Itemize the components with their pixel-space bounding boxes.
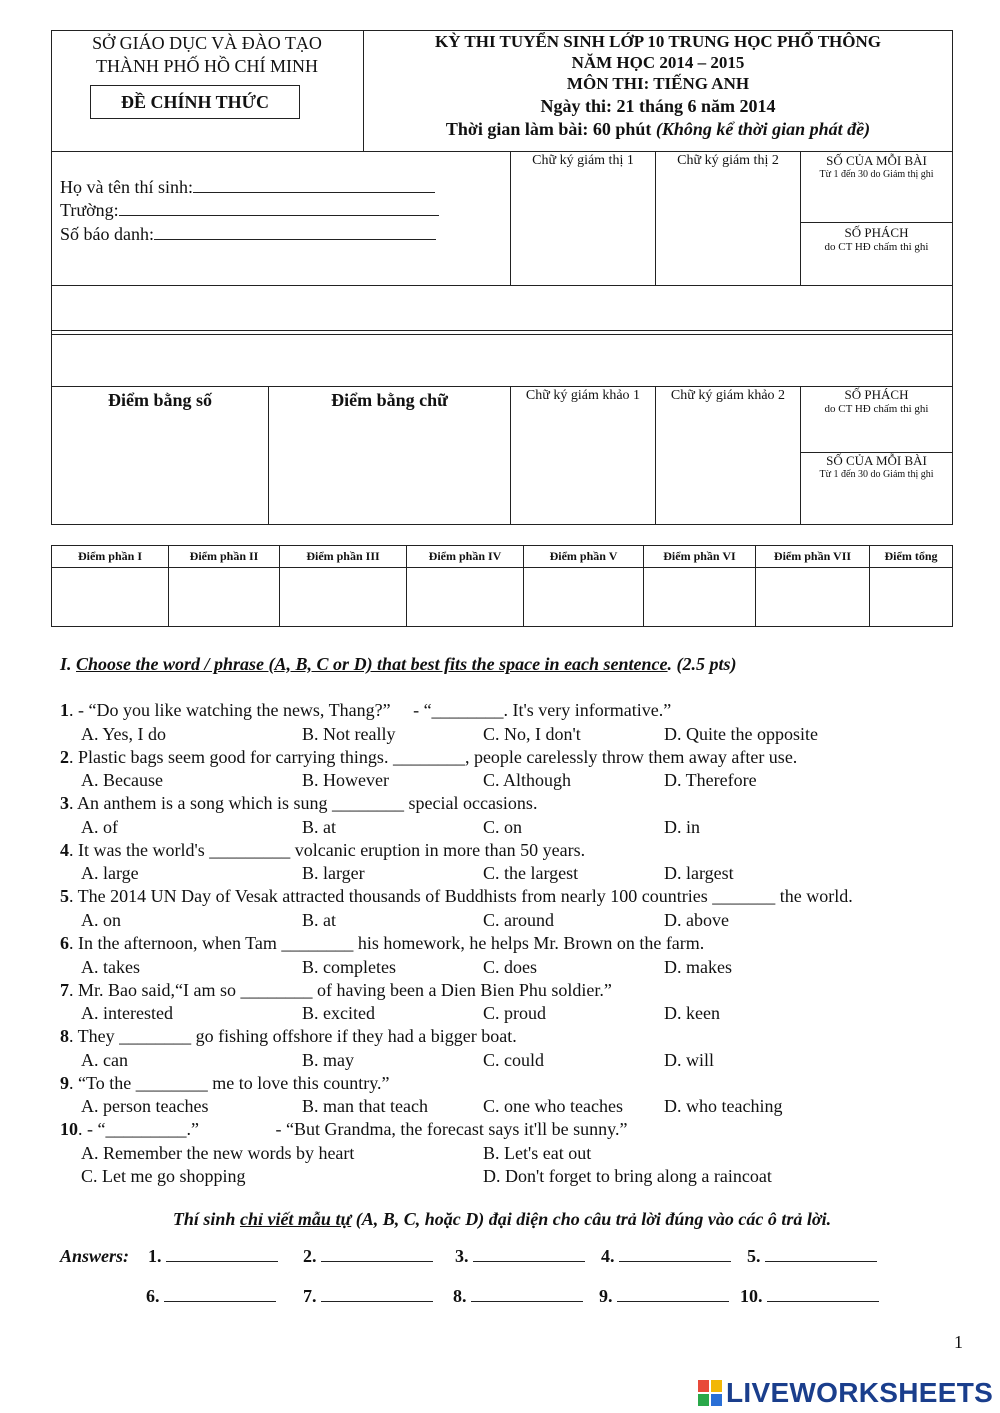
answer-option[interactable]: A. Yes, I do — [81, 723, 167, 744]
answer-slot-9[interactable] — [599, 1286, 729, 1307]
answers-label: Answers: — [60, 1246, 130, 1266]
answer-slot-1[interactable] — [148, 1246, 278, 1267]
question-number: 2 — [60, 746, 69, 767]
question-number: 8 — [60, 1026, 69, 1047]
answer-option[interactable]: D. above — [664, 909, 729, 930]
school-year: NĂM HỌC 2014 – 2015 — [571, 53, 745, 72]
answer-option[interactable]: A. person teaches — [81, 1096, 209, 1117]
answer-slot-10[interactable] — [740, 1286, 879, 1307]
answer-number: 3. — [455, 1246, 469, 1266]
answer-slot-8[interactable] — [453, 1286, 583, 1307]
answer-option[interactable]: C. proud — [483, 1003, 546, 1024]
examiner2-signature-label: Chữ ký giám khảo 2 — [670, 388, 786, 403]
answer-slot-6[interactable] — [146, 1286, 276, 1307]
cut-strip-left — [51, 286, 52, 334]
answer-slot-7[interactable] — [303, 1286, 433, 1307]
answer-option[interactable]: A. on — [81, 909, 121, 930]
part-score-cell[interactable] — [524, 568, 644, 627]
candidate-id-label: Số báo danh: — [60, 224, 154, 244]
exam-duration — [364, 119, 952, 140]
answer-blank[interactable] — [164, 1287, 276, 1302]
answer-option[interactable]: D. largest — [664, 863, 734, 884]
answer-option[interactable]: C. could — [483, 1049, 544, 1070]
part-score-cell[interactable] — [870, 568, 953, 627]
answer-option[interactable]: C. No, I don't — [483, 723, 581, 744]
part-score-header: Điểm tổng — [870, 546, 953, 568]
part-scores-table — [51, 545, 953, 627]
part-score-cell[interactable] — [407, 568, 524, 627]
question-number: 10 — [60, 1119, 78, 1140]
answer-option[interactable]: A. of — [81, 816, 118, 837]
answer-option[interactable]: D. Don't forget to bring along a raincoat — [483, 1166, 772, 1187]
answer-option[interactable]: B. Not really — [302, 723, 396, 744]
answer-number: 4. — [601, 1246, 615, 1266]
question-body: . “To the ________ me to love this country.” — [69, 1072, 390, 1093]
answer-option[interactable]: B. completes — [302, 956, 396, 977]
answer-number: 6. — [146, 1286, 160, 1306]
answer-number: 2. — [303, 1246, 317, 1266]
part-score-header: Điểm phần I — [52, 546, 169, 568]
question-number: 3 — [60, 793, 69, 814]
answer-blank[interactable] — [321, 1247, 433, 1262]
answer-instruction-part3: (A, B, C, hoặc D) đại diện cho câu trả lời đúng vào các ô trả lời. — [351, 1209, 832, 1229]
page-number: 1 — [954, 1332, 963, 1352]
question-text — [60, 933, 704, 954]
answer-blank[interactable] — [767, 1287, 879, 1302]
answer-number: 9. — [599, 1286, 613, 1306]
answer-option[interactable]: A. Remember the new words by heart — [81, 1142, 355, 1163]
candidate-divider-2 — [655, 151, 656, 286]
question-text — [60, 1119, 627, 1140]
question-text — [60, 980, 612, 1001]
question-body: . It was the world's _________ volcanic eruption in more than 50 years. — [69, 839, 586, 860]
paper-number-note: Từ 1 đến 30 do Giám thị ghi — [819, 169, 934, 180]
answer-blank[interactable] — [619, 1247, 731, 1262]
scoring-divider-3 — [655, 386, 656, 525]
scoring-box — [51, 334, 953, 525]
score-in-words-label: Điểm bằng chữ — [331, 390, 448, 410]
question-text — [60, 700, 671, 721]
part-score-header: Điểm phần III — [280, 546, 407, 568]
answer-option[interactable]: C. Although — [483, 770, 572, 791]
question-text — [60, 840, 585, 861]
question-body: . In the afternoon, when Tam ________ his homework, he helps Mr. Brown on the farm. — [69, 933, 705, 953]
question-body: . The 2014 UN Day of Vesak attracted thousands of Buddhists from nearly 100 countries _______ the world. — [69, 886, 853, 907]
answer-blank[interactable] — [473, 1247, 585, 1262]
question-text — [60, 1073, 390, 1094]
question-body: . - “_________.” - “But Grandma, the forecast says it'll be sunny.” — [78, 1119, 628, 1140]
answer-option[interactable]: B. However — [302, 770, 389, 791]
department-name-line1: SỞ GIÁO DỤC VÀ ĐÀO TẠO — [92, 33, 322, 53]
question-number: 4 — [60, 839, 69, 860]
candidate-id-field[interactable] — [154, 223, 436, 240]
section-number: I. — [60, 654, 72, 674]
answer-option[interactable]: C. Let me go shopping — [81, 1166, 246, 1187]
examiner1-signature-label: Chữ ký giám khảo 1 — [525, 388, 641, 403]
code-number-note: do CT HĐ chấm thi ghi — [824, 241, 929, 253]
answer-number: 10. — [740, 1286, 763, 1306]
section-points: . (2.5 pts) — [667, 654, 737, 674]
brand-icon — [698, 1380, 722, 1406]
answer-option[interactable]: C. the largest — [483, 863, 579, 884]
answer-option[interactable]: B. Let's eat out — [483, 1142, 592, 1163]
exam-date: Ngày thi: 21 tháng 6 năm 2014 — [540, 96, 776, 116]
part-score-header: Điểm phần VI — [644, 546, 756, 568]
section-heading — [60, 654, 737, 675]
answer-option[interactable]: B. may — [302, 1049, 354, 1070]
part-score-header: Điểm phần IV — [407, 546, 524, 568]
answer-option[interactable]: B. man that teach — [302, 1096, 428, 1117]
answer-number: 5. — [747, 1246, 761, 1266]
answer-slot-4[interactable] — [601, 1246, 731, 1267]
answer-blank[interactable] — [471, 1287, 583, 1302]
proctor1-signature-label: Chữ ký giám thị 1 — [532, 153, 634, 168]
answer-number: 8. — [453, 1286, 467, 1306]
candidate-name-field[interactable] — [193, 176, 435, 193]
question-body: . - “Do you like watching the news, Thang?” - “________. It's very informative.” — [69, 700, 672, 720]
answer-option[interactable]: D. will — [664, 1049, 715, 1070]
answer-instruction-part1: Thí sinh — [172, 1209, 240, 1229]
answer-slot-2[interactable] — [303, 1246, 433, 1267]
question-text — [60, 1026, 517, 1047]
answer-option[interactable]: D. keen — [664, 1003, 720, 1024]
part-scores-header-row — [52, 546, 953, 568]
question-number: 7 — [60, 979, 69, 1000]
question-body: . They ________ go fishing offshore if they had a bigger boat. — [69, 1026, 517, 1047]
question-text — [60, 886, 853, 907]
candidate-divider-1 — [510, 151, 511, 286]
answer-option[interactable]: D. who teaching — [664, 1096, 783, 1117]
scoring-divider-2 — [510, 386, 511, 525]
answer-blank[interactable] — [617, 1287, 729, 1302]
part-score-header: Điểm phần II — [169, 546, 280, 568]
paper-number-label: SỐ CỦA MỖI BÀI — [826, 153, 927, 168]
candidate-school-label: Trường: — [60, 200, 119, 220]
official-exam-label: ĐỀ CHÍNH THỨC — [90, 85, 300, 119]
answer-option[interactable]: B. at — [302, 816, 336, 837]
part-score-cell[interactable] — [52, 568, 169, 627]
part-score-cell[interactable] — [280, 568, 407, 627]
proctor2-signature-label: Chữ ký giám thị 2 — [677, 153, 779, 168]
part-score-header: Điểm phần VII — [756, 546, 870, 568]
question-number: 9 — [60, 1072, 69, 1093]
candidate-school-field[interactable] — [119, 199, 439, 216]
answer-option[interactable]: A. interested — [81, 1003, 173, 1024]
brand-name: LIVEWORKSHEETS — [726, 1377, 994, 1408]
answer-option[interactable]: D. makes — [664, 956, 732, 977]
answer-blank[interactable] — [765, 1247, 877, 1262]
answer-option[interactable]: C. one who teaches — [483, 1096, 623, 1117]
answer-instruction — [52, 1209, 952, 1230]
part-score-cell[interactable] — [169, 568, 280, 627]
answer-option[interactable]: B. at — [302, 909, 336, 930]
candidate-id-row — [60, 223, 436, 245]
answer-instruction-emphasis: chỉ viết mẫu tự — [239, 1209, 352, 1229]
answer-option[interactable]: A. can — [81, 1049, 128, 1070]
part-score-header: Điểm phần V — [524, 546, 644, 568]
question-body: . Plastic bags seem good for carrying things. ________, people carelessly throw them away after use. — [69, 746, 798, 767]
answer-option[interactable]: D. in — [664, 816, 700, 837]
answer-option[interactable]: A. large — [81, 863, 139, 884]
cut-strip-right — [952, 286, 953, 334]
scoring-code-note: do CT HĐ chấm thi ghi — [824, 403, 929, 415]
scoring-paper-number-label: SỐ CỦA MỖI BÀI — [826, 453, 927, 468]
answer-option[interactable]: A. Because — [81, 770, 163, 791]
part-scores-value-row — [52, 568, 953, 627]
part-score-cell[interactable] — [644, 568, 756, 627]
answer-option[interactable]: D. Quite the opposite — [664, 723, 818, 744]
question-text — [60, 747, 797, 768]
answer-option[interactable]: B. larger — [302, 863, 365, 884]
code-number-label: SỐ PHÁCH — [844, 225, 909, 240]
question-number: 6 — [60, 933, 69, 953]
answer-slot-3[interactable] — [455, 1246, 585, 1267]
answer-number: 7. — [303, 1286, 317, 1306]
exam-title: KỲ THI TUYỂN SINH LỚP 10 TRUNG HỌC PHỔ THÔNG — [434, 32, 882, 51]
answer-option[interactable]: C. around — [483, 909, 554, 930]
answer-option[interactable]: B. excited — [302, 1003, 375, 1024]
department-name-line2: THÀNH PHỐ HỒ CHÍ MINH — [96, 56, 318, 76]
exam-duration-note: (Không kể thời gian phát đề) — [655, 119, 871, 139]
question-number: 1 — [60, 700, 69, 720]
question-body: . Mr. Bao said,“I am so ________ of having been a Dien Bien Phu soldier.” — [69, 979, 612, 1000]
candidate-name-label: Họ và tên thí sinh: — [60, 177, 193, 197]
section-instruction: Choose the word / phrase (A, B, C or D) that best fits the space in each sentence — [76, 654, 668, 674]
scoring-code-label: SỐ PHÁCH — [844, 387, 909, 402]
question-text — [60, 793, 537, 814]
brand-logo[interactable] — [698, 1377, 993, 1409]
question-body: . An anthem is a song which is sung ________ special occasions. — [69, 793, 538, 814]
answer-option[interactable]: A. takes — [81, 956, 140, 977]
candidate-school-row — [60, 199, 439, 221]
score-in-numbers-label: Điểm bằng số — [107, 390, 212, 410]
cut-line-1 — [51, 330, 953, 331]
answer-option[interactable]: C. on — [483, 816, 523, 837]
answer-option[interactable]: D. Therefore — [664, 770, 757, 791]
exam-duration-text: Thời gian làm bài: 60 phút — [445, 119, 652, 139]
answer-number: 1. — [148, 1246, 162, 1266]
candidate-name-row — [60, 176, 435, 198]
question-number: 5 — [60, 886, 69, 907]
candidate-right-divider — [800, 222, 953, 223]
exam-subject: MÔN THI: TIẾNG ANH — [566, 74, 750, 93]
scoring-paper-number-note: Từ 1 đến 30 do Giám thị ghi — [819, 469, 934, 480]
answer-option[interactable]: C. does — [483, 956, 537, 977]
answer-blank[interactable] — [321, 1287, 433, 1302]
answer-slot-5[interactable] — [747, 1246, 877, 1267]
part-score-cell[interactable] — [756, 568, 870, 627]
answer-blank[interactable] — [166, 1247, 278, 1262]
